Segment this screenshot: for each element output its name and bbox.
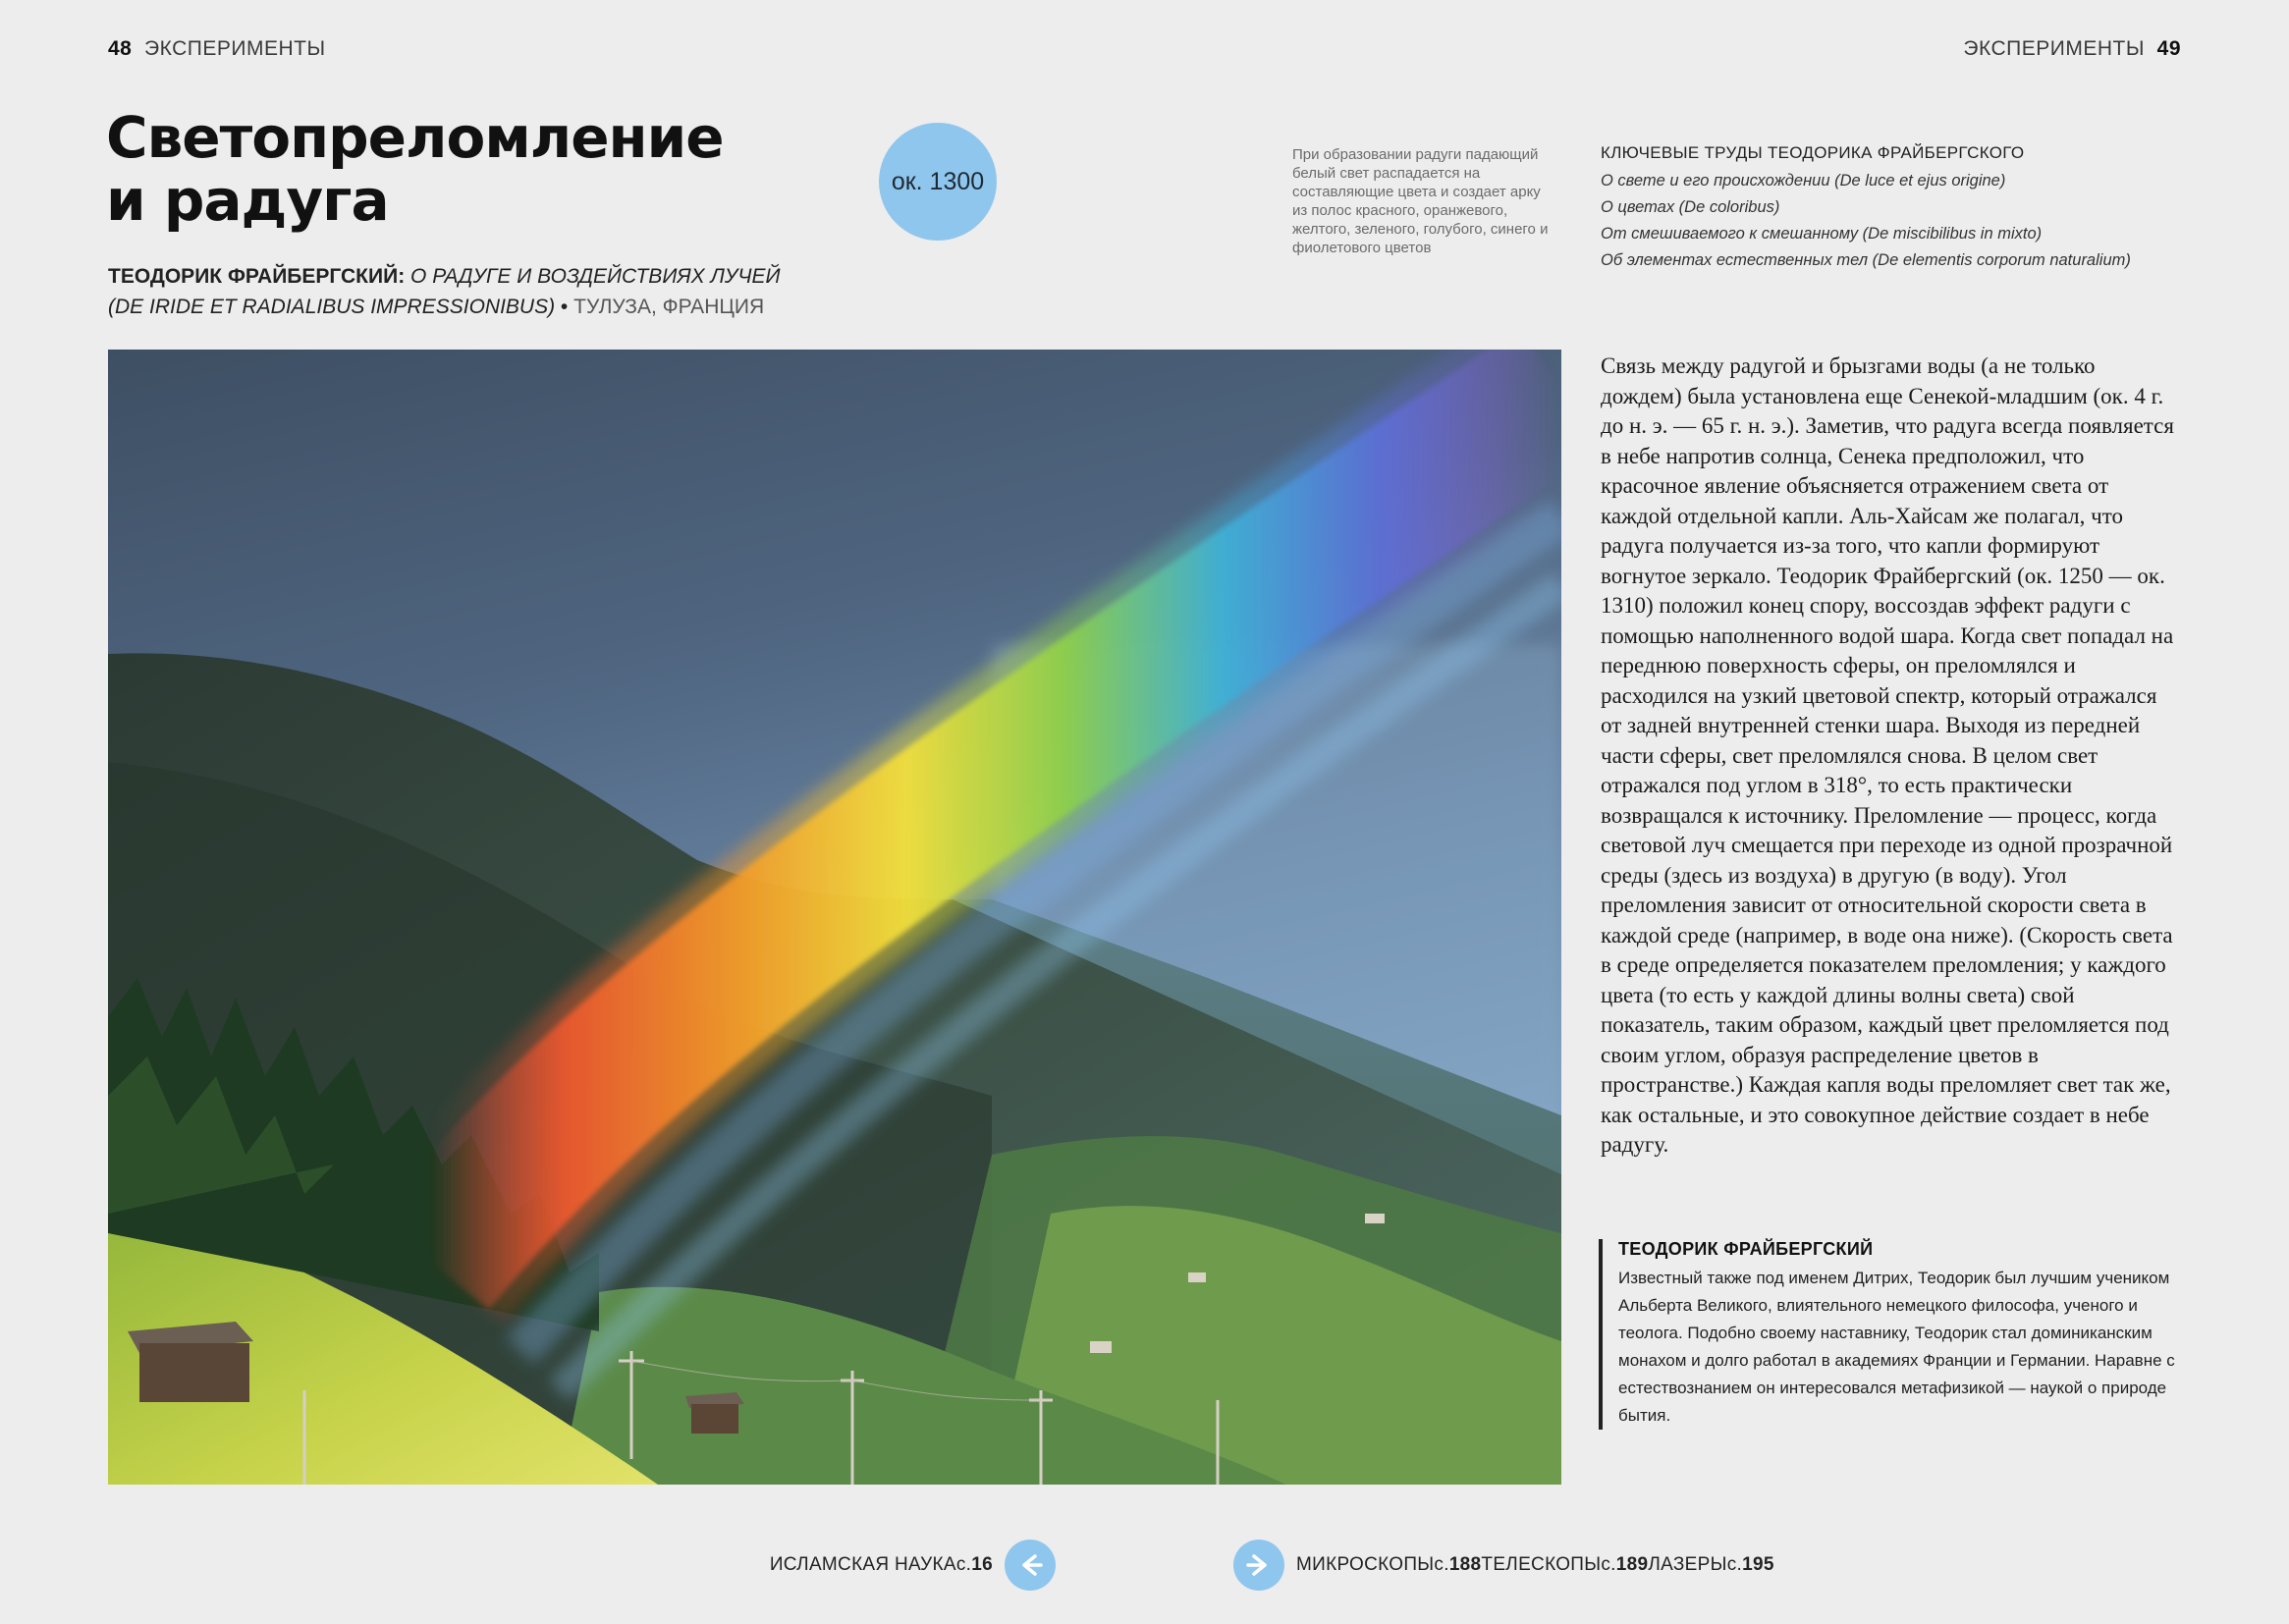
barn-left bbox=[128, 1322, 253, 1402]
article-body: Связь между радугой и брызгами воды (а не только дождем) была установлена еще Сенекой-младшим (ок. 4 г. до н. э. — 65 г. н. э.). Заметив, что радуга всегда появляется в небе напротив солнца, Сенека предположил, что красочное явление объясняется отражением света от каждой отдельной капли. Аль-Хайсам же полагал, что радуга получается из-за того, что капли формируют вогнутое зеркало. Теодорик Фрайбергский (ок. 1250 — ок. 1310) положил конец спору, воссоздав эффект радуги с помощью наполненного водой шара. Когда свет попадал на переднюю поверхность сферы, он преломлялся и расходился на узкий цветовой спектр, который отражался от задней внутренней стенки шара. Выходя из передней части сферы, свет преломлялся снова. В целом свет отражался под углом в 318°, то есть практически возвращался к источнику. Преломление — процесс, когда световой луч смещается при переходе из одной прозрачной среды (здесь из воздуха) в другую (в воду). Угол преломления зависит от относительной скорости света в каждой среде (например, в воде она ниже). (Скорость света в среде определяется показателем преломления; у каждого цвета (то есть у каждой длины волны света) свой показатель, таким образом, каждый цвет преломляется под своим углом, образуя распределение цветов в пространстве.) Каждая капля воды преломляет свет так же, как остальные, и это совокупное действие создает в небе радугу. bbox=[1601, 353, 2174, 1157]
key-work-item: О цветах (De coloribus) bbox=[1601, 198, 1780, 216]
xref-page-prefix: с. bbox=[1726, 1554, 1743, 1575]
xref-page-prefix: с. bbox=[1434, 1554, 1449, 1575]
biography-heading: ТЕОДОРИК ФРАЙБЕРГСКИЙ bbox=[1618, 1239, 1874, 1259]
source-place: ТУЛУЗА, ФРАНЦИЯ bbox=[573, 296, 765, 318]
key-work-item: О свете и его происхождении (De luce et ejus origine) bbox=[1601, 172, 2006, 189]
running-head-right bbox=[1963, 37, 2181, 61]
key-work-item: Об элементах естественных тел (De elementis corporum naturalium) bbox=[1601, 251, 2131, 269]
xref-label[interactable]: ТЕЛЕСКОПЫ bbox=[1481, 1554, 1602, 1575]
date-badge bbox=[879, 123, 997, 241]
barn-right bbox=[685, 1392, 744, 1434]
xref-page-prefix: с. bbox=[1601, 1554, 1616, 1575]
rainbow-landscape-image bbox=[108, 350, 1561, 1485]
xref-page-number: 16 bbox=[971, 1554, 993, 1575]
section-name-left: ЭКСПЕРИМЕНТЫ bbox=[144, 37, 326, 60]
source-separator: • bbox=[555, 296, 574, 318]
key-work-item: От смешиваемого к смешанному (De miscibilibus in mixto) bbox=[1601, 225, 2043, 243]
key-works-heading: КЛЮЧЕВЫЕ ТРУДЫ ТЕОДОРИКА ФРАЙБЕРГСКОГО bbox=[1601, 143, 2025, 162]
cross-reference-previous[interactable] bbox=[770, 1540, 1056, 1591]
page-title bbox=[106, 106, 852, 232]
xref-label[interactable]: МИКРОСКОПЫ bbox=[1296, 1554, 1435, 1575]
page-title-line-2: и радуга bbox=[106, 167, 389, 234]
xref-label[interactable]: ИСЛАМСКАЯ НАУКА bbox=[769, 1554, 956, 1575]
xref-page-number: 195 bbox=[1742, 1554, 1774, 1575]
photo-caption: При образовании радуги падающий белый свет распадается на составляющие цвета и создает арку из полос красного, оранжевого, желтого, зеленого, голубого, синего и фиолетового цветов bbox=[1292, 146, 1549, 256]
biography-box bbox=[1599, 1239, 2183, 1430]
arrow-left-icon[interactable] bbox=[1005, 1540, 1056, 1591]
date-badge-text: ок. 1300 bbox=[891, 167, 985, 195]
source-author: ТЕОДОРИК ФРАЙБЕРГСКИЙ: bbox=[108, 265, 406, 288]
source-work-latin: (DE IRIDE ET RADIALIBUS IMPRESSIONIBUS) bbox=[108, 296, 556, 318]
arrow-right-icon[interactable] bbox=[1233, 1540, 1284, 1591]
source-work-title: О РАДУГЕ И ВОЗДЕЙСТВИЯХ ЛУЧЕЙ bbox=[405, 265, 781, 288]
xref-page-prefix: с. bbox=[955, 1554, 972, 1575]
cross-reference-next[interactable] bbox=[1233, 1540, 1774, 1591]
xref-page-number: 188 bbox=[1448, 1554, 1482, 1575]
source-attribution bbox=[108, 261, 795, 322]
rainbow-photo bbox=[108, 350, 1561, 1485]
key-works bbox=[1601, 143, 2239, 274]
page-title-line-1: Светопреломление bbox=[106, 104, 724, 171]
running-head-left bbox=[108, 37, 326, 61]
xref-label[interactable]: ЛАЗЕРЫ bbox=[1648, 1554, 1727, 1575]
xref-page-number: 189 bbox=[1615, 1554, 1649, 1575]
section-name-right: ЭКСПЕРИМЕНТЫ bbox=[1963, 37, 2145, 60]
page-number-left: 48 bbox=[108, 37, 133, 60]
biography-text: Известный также под именем Дитрих, Теодорик был лучшим учеником Альберта Великого, влиятельного немецкого философа, ученого и теолога. Подобно своему наставнику, Теодорик стал доминиканским монахом и долго работал в академиях Франции и Германии. Наравне с естествознанием он интересовался метафизикой — наукой о природе бытия. bbox=[1618, 1269, 2175, 1425]
page-number-right: 49 bbox=[2156, 37, 2181, 60]
